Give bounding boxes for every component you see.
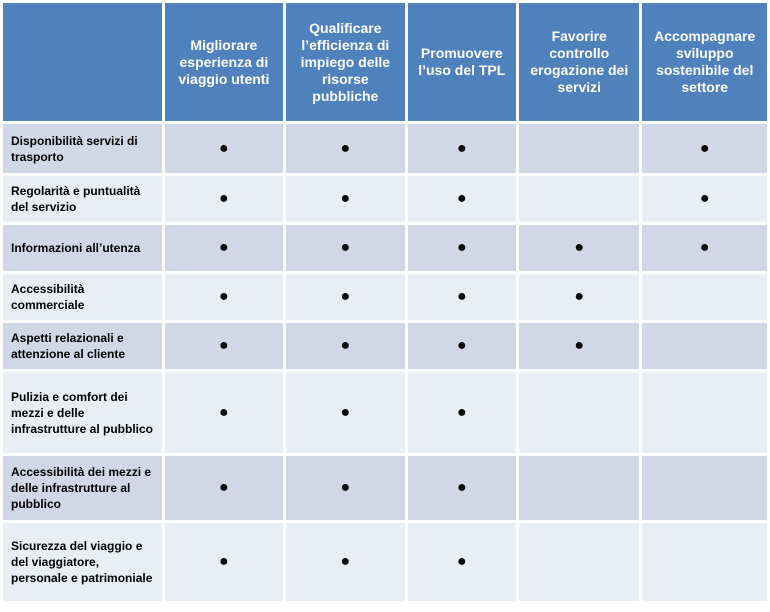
bullet-mark-cell	[408, 124, 516, 173]
bullet-mark-cell	[165, 274, 283, 320]
empty-cell	[642, 372, 767, 453]
column-header: Qualificare l’efficienza di impiego delle risorse pubbliche	[286, 3, 404, 121]
table-row	[3, 323, 767, 369]
bullet-mark: ●	[456, 239, 467, 256]
row-label: Accessibilità commerciale	[3, 274, 162, 320]
bullet-mark: ●	[219, 403, 229, 421]
bullet-mark-cell	[642, 124, 767, 173]
column-header: Migliorare esperienza di viaggio utenti	[165, 3, 283, 121]
bullet-mark: ●	[340, 553, 351, 570]
bullet-mark-cell	[165, 124, 283, 173]
bullet-mark: ●	[219, 553, 229, 570]
bullet-mark: ●	[456, 337, 467, 354]
bullet-mark: ●	[456, 139, 467, 157]
table-row	[3, 274, 767, 320]
table-row	[3, 523, 767, 601]
bullet-mark-cell	[286, 456, 404, 520]
bullet-mark-cell	[408, 456, 516, 520]
bullet-mark: ●	[456, 190, 467, 207]
bullet-mark-cell	[286, 274, 404, 320]
bullet-mark: ●	[340, 139, 351, 157]
bullet-mark: ●	[456, 479, 467, 496]
row-label: Pulizia e comfort dei mezzi e delle infrastrutture al pubblico	[3, 372, 162, 453]
table-row	[3, 372, 767, 453]
bullet-mark-cell	[408, 274, 516, 320]
bullet-mark-cell	[408, 323, 516, 369]
row-label: Sicurezza del viaggio e del viaggiatore, personale e patrimoniale	[3, 523, 162, 601]
bullet-mark-cell	[165, 523, 283, 601]
row-label: Aspetti relazionali e attenzione al cliente	[3, 323, 162, 369]
bullet-mark-cell	[286, 323, 404, 369]
bullet-mark: ●	[456, 553, 467, 570]
row-label: Informazioni all’utenza	[3, 225, 162, 271]
table-body	[3, 124, 767, 601]
table-row	[3, 176, 767, 222]
bullet-mark-cell	[519, 323, 639, 369]
bullet-mark-cell	[408, 372, 516, 453]
bullet-mark: ●	[219, 190, 229, 207]
bullet-mark-cell	[286, 124, 404, 173]
column-header: Promuovere l’uso del TPL	[408, 3, 516, 121]
empty-cell	[519, 523, 639, 601]
row-label: Regolarità e puntualità del servizio	[3, 176, 162, 222]
bullet-mark: ●	[340, 288, 351, 305]
table-row	[3, 456, 767, 520]
empty-cell	[519, 456, 639, 520]
bullet-mark: ●	[219, 479, 229, 496]
table-row	[3, 124, 767, 173]
bullet-mark: ●	[219, 288, 229, 305]
corner-header	[3, 3, 162, 121]
bullet-mark: ●	[699, 139, 710, 157]
empty-cell	[519, 372, 639, 453]
bullet-mark: ●	[456, 403, 467, 421]
bullet-mark-cell	[642, 176, 767, 222]
row-label: Accessibilità dei mezzi e delle infrastrutture al pubblico	[3, 456, 162, 520]
bullet-mark-cell	[165, 456, 283, 520]
bullet-mark: ●	[699, 190, 710, 207]
bullet-mark: ●	[574, 239, 585, 256]
column-header: Favorire controllo erogazione dei servizi	[519, 3, 639, 121]
bullet-mark-cell	[286, 372, 404, 453]
bullet-mark: ●	[340, 403, 351, 421]
table-row	[3, 225, 767, 271]
bullet-mark-cell	[165, 225, 283, 271]
bullet-mark-cell	[165, 323, 283, 369]
bullet-mark-cell	[519, 225, 639, 271]
bullet-mark: ●	[219, 139, 229, 157]
bullet-mark: ●	[574, 337, 585, 354]
empty-cell	[642, 274, 767, 320]
bullet-mark: ●	[219, 337, 229, 354]
empty-cell	[519, 176, 639, 222]
bullet-mark-cell	[286, 225, 404, 271]
bullet-mark-cell	[165, 372, 283, 453]
empty-cell	[642, 456, 767, 520]
bullet-mark-cell	[408, 225, 516, 271]
header-row	[3, 3, 767, 121]
bullet-mark: ●	[456, 288, 467, 305]
bullet-mark: ●	[340, 479, 351, 496]
empty-cell	[519, 124, 639, 173]
bullet-mark-cell	[642, 225, 767, 271]
bullet-mark-cell	[286, 523, 404, 601]
column-header: Accompagnare sviluppo sostenibile del settore	[642, 3, 767, 121]
bullet-mark-cell	[519, 274, 639, 320]
bullet-mark: ●	[340, 239, 351, 256]
bullet-mark-cell	[165, 176, 283, 222]
bullet-mark-cell	[408, 523, 516, 601]
empty-cell	[642, 323, 767, 369]
empty-cell	[642, 523, 767, 601]
bullet-mark: ●	[699, 239, 710, 256]
bullet-mark: ●	[574, 288, 585, 305]
bullet-mark-cell	[286, 176, 404, 222]
row-label: Disponibilità servizi di trasporto	[3, 124, 162, 173]
bullet-mark: ●	[340, 337, 351, 354]
bullet-mark: ●	[340, 190, 351, 207]
bullet-mark-cell	[408, 176, 516, 222]
bullet-mark: ●	[219, 239, 229, 256]
